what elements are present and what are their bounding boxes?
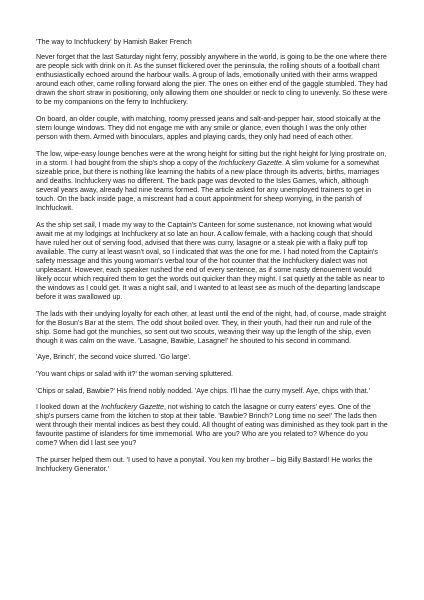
body-paragraph [36,456,388,474]
paragraph-text: As the ship set sail, I made my way to the Captain's Canteen for some sustenance, not knowing what would await me at my lodgings at Inchfuckery at so late an hour. A callow female, with a hacking cough that should have ruled her out of serving food, advised that there was curry, lasagne or a steak pie with a flaky puff top available. The curry at least wasn't oval, so I indicated that was the one for me. I had noted from the Captain's safety message and this young woman's verbal tour of the hot counter that the Inchfuckery dialect was not unpleasant. However, each speaker rushed the end of every sentence, as if some nasty denouement would likely occur which required them to get the words out quicker than they might. I sat quietly at the table as near to the windows as I could get. It was a night sail, and I wanted to at least see as much of the departing landscape before it was swallowed up. [36,220,385,301]
document-title: 'The way to Inchfuckery' by Hamish Baker French [36,38,192,46]
body-paragraph [36,353,388,362]
paragraph-text: 'Chips or salad, Bawbie?' His friend nobly nodded. 'Aye chips. I'll hae the curry myself. Aye, chips with that.' [36,386,370,395]
paragraph-text: , not wishing to catch the lasagne or curry eaters' eyes. One of the ship's pursers came from the kitchen to stop at their table. 'Bawbie? Brinch? Long time no see!' The lads then went through their mental indices as best they could. All thought of eating was diminished as they took part in the favourite pastime of islanders for time immemorial. Who are you? Who are you related to? Whence do you come? When did I last see you? [36,403,388,448]
body-paragraph [36,403,388,448]
body-paragraph [36,150,388,213]
paragraph-text: The purser helped them out. 'I used to have a ponytail. You ken my brother – big Billy Bastard! He works the Inchfuckery Generator.' [36,456,373,474]
paragraph-text: . A slim volume for a somewhat sizeable price, but there is nothing like learning the habits of a new place through its adverts, births, marriages and deaths. Inchfuckery was no different. The back page was devoted to the Isles Games, which, although several years away, already had nine teams formed. The article asked for any unemployed trainers to get in touch. On the back inside page, a miscreant had a court appointment for sheep worrying, in the parish of Inchfuckwit. [36,158,380,212]
body-paragraph [36,221,388,302]
document-body [36,53,388,474]
body-paragraph [36,310,388,346]
body-paragraph [36,115,388,142]
paragraph-text: The low, wipe-easy lounge benches were at the wrong height for sitting but the right height for lying prostrate on, in a storm. I had bought from the ship's shop a copy of the [36,149,387,167]
paragraph-text: On board, an older couple, with matching, roomy pressed jeans and salt-and-pepper hair, stood stoically at the stern lounge windows. They did not engage me with any smile or glance, even though I was the only other person with them. Armed with binoculars, apples and playing cards, they only had need of each other. [36,114,381,141]
paragraph-text: 'You want chips or salad with it?' the woman serving spluttered. [36,369,234,378]
italic-title-text: Inchfuckery Gazette [218,158,282,167]
paragraph-text: 'Aye, Brinch', the second voice slurred. 'Go large'. [36,353,191,362]
body-paragraph [36,370,388,379]
paragraph-text: Never forget that the last Saturday night ferry, possibly anywhere in the world, is going to be the one where there are people sick with drink on it. As the sunset flickered over the peninsula, the rolling shouts of a football chant enthusiastically echoed around the harbour walls. A group of lads, emotionally united with their arms wrapped around each other, came rolling forward along the pier. The ones on either end of the gaggle stumbled. They had drawn the short straw in positioning, only allowing them one shoulder or neck to cling to unevenly. So these were to be my companions on the ferry to Inchfuckery. [36,53,388,107]
body-paragraph [36,387,388,396]
paragraph-text: I looked down at the [36,403,101,412]
paragraph-text: The lads with their undying loyalty for each other, at least until the end of the night, had, of course, made straight for the Bosun's Bar at the stern. The odd shout boiled over. They, in their youth, had their run and rule of the ship. Some had got the munchies, so sent out two scouts, weaving their way up the length of the ship, even though it was calm on the wave. 'Lasagne, Bawbie, Lasagne!' he shouted to his second in command. [36,309,387,345]
italic-title-text: Inchfuckery Gazette [100,403,164,412]
body-paragraph [36,53,388,107]
